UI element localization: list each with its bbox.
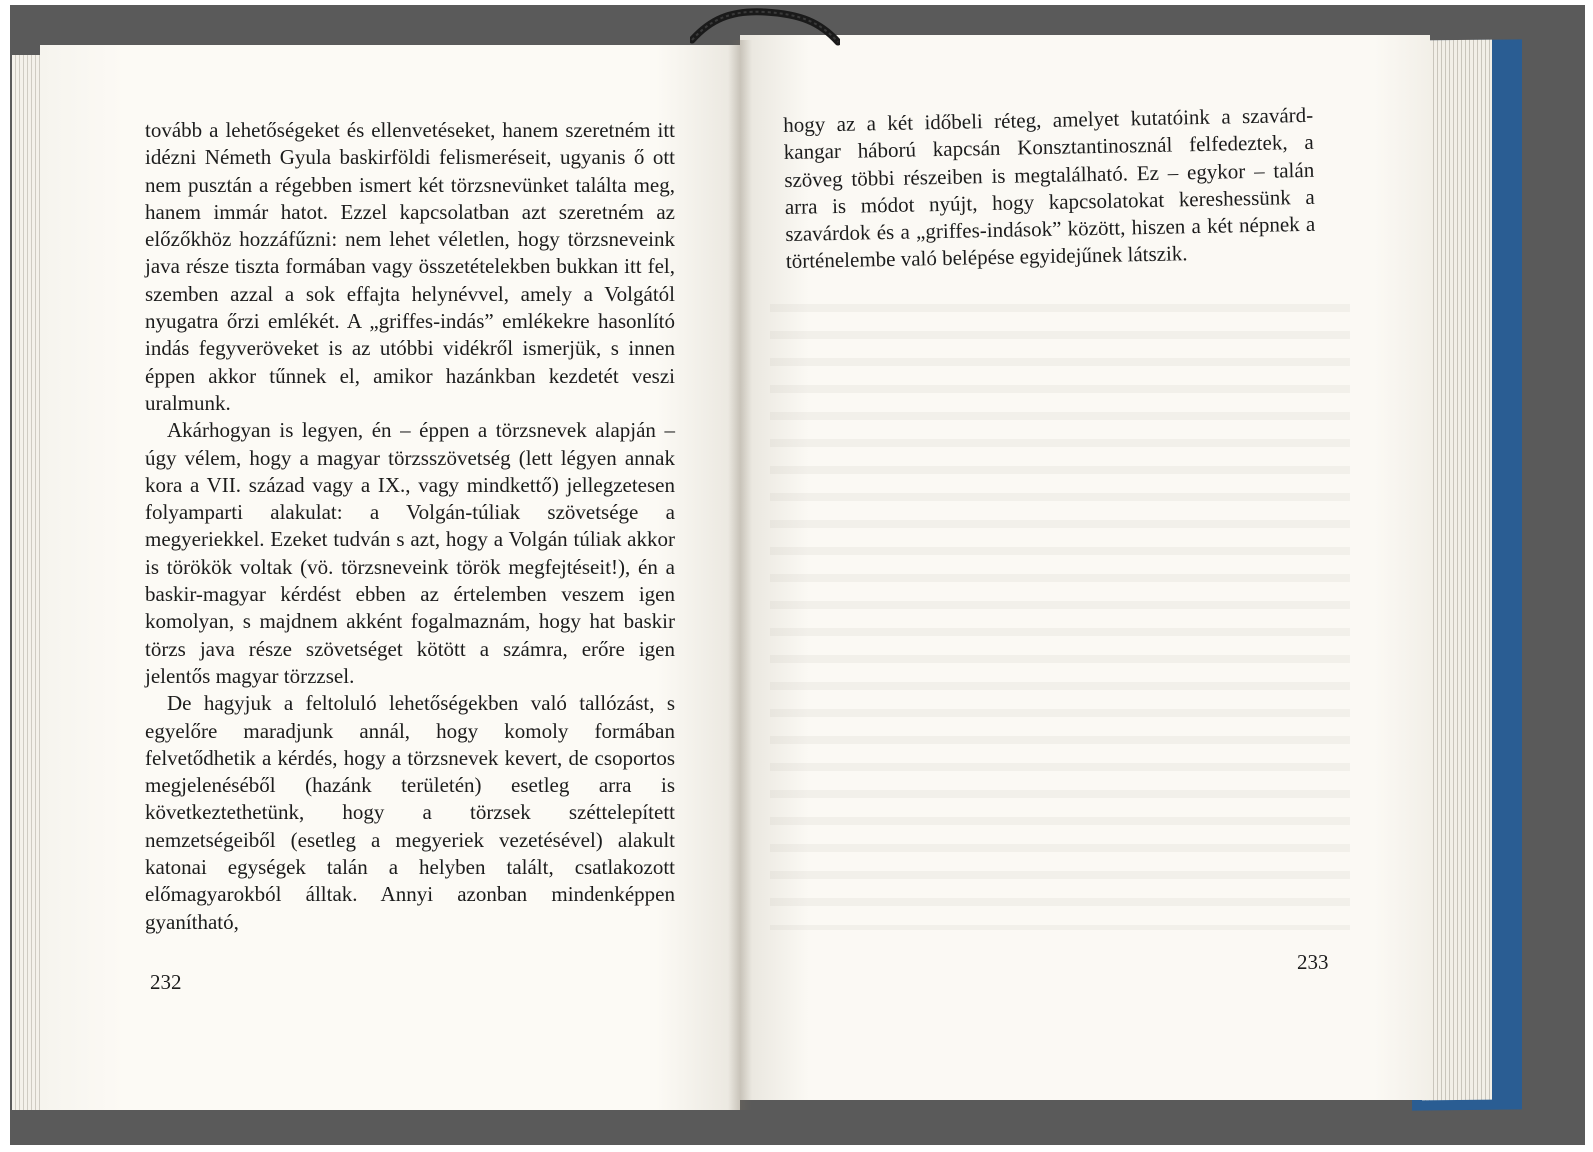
show-through-text <box>770 290 1350 930</box>
bookmark-ribbon <box>690 0 840 48</box>
right-paragraph-1: hogy az a két időbeli réteg, amelyet kutatóink a szavárd-kangar háború kapcsán Konsztantinosznál felfedeztek, a szöveg többi részeiben is megtalálható. Ez – egykor – talán arra is módot nyújt, hogy kapcsolatokat kereshessünk a szavárdok és a „griffes-indások” között, hiszen a két népnek a történelembe való belépése egyidejűnek látszik. <box>783 102 1316 274</box>
left-page-number: 232 <box>150 970 182 994</box>
left-paragraph-1: tovább a lehetőségeket és ellenvetéseket, hanem szeretném itt idézni Németh Gyula baskirföldi felismeréseit, ugyanis ő ott nem pusztán a régebben ismert két törzsnevünket találta meg, hanem immár hatot. Ezzel kapcsolatban azt szeretném az előzőkhöz hozzáfűzni: nem lehet véletlen, hogy törzsneveink java része tiszta formában vagy összetételekben bukkan itt fel, szemben azzal a sok effajta helynévvel, amely a Volgától nyugatra őrzi emlékét. A „griffes-indás” emlékekre hasonlító indás fegyveröveket is az utóbbi vidékről ismerjük, s innen éppen akkor tűnnek el, amikor hazánkban kezdetét veszi uralmunk. <box>145 118 675 415</box>
left-paragraph-2: Akárhogyan is legyen, én – éppen a törzsnevek alapján – úgy vélem, hogy a magyar törzsszövetség (lett légyen annak kora a VII. század vagy a IX., vagy mindkettő) jellegzetesen folyamparti alakulat: a Volgán-túliak szövetsége a megyeriekkel. Ezeket tudván s azt, hogy a Volgán túliak akkor is törökök voltak (vö. törzsneveink török megfejtéseit!), én a baskir-magyar kérdést ebben az értelemben veszem igen komolyan, s majdnem akként fogalmaznám, hogy hat baskir törzs java része szövetséget kötött a számra, erőre igen jelentős magyar törzzsel. <box>145 418 675 688</box>
right-page-text <box>783 102 1316 276</box>
left-page-text <box>145 117 675 936</box>
page-stack-right <box>1422 40 1492 1101</box>
book-gutter <box>728 40 752 1110</box>
left-paragraph-3: De hagyjuk a feltoluló lehetőségekben való tallózást, s egyelőre maradjunk annál, hogy komoly formában felvetődhetik a kérdés, hogy a törzsnevek kevert, de csoportos megjelenéséből (hazánk területén) esetleg arra is következtethetünk, hogy a törzsek széttelepített nemzetségeiből (esetleg a megyeriek vezetésével) alakult katonai egységek talán a helyben talált, csatlakozott előmagyarokból álltak. Annyi azonban mindenképpen gyanítható, <box>145 691 675 934</box>
right-page-number: 233 <box>1297 950 1329 974</box>
